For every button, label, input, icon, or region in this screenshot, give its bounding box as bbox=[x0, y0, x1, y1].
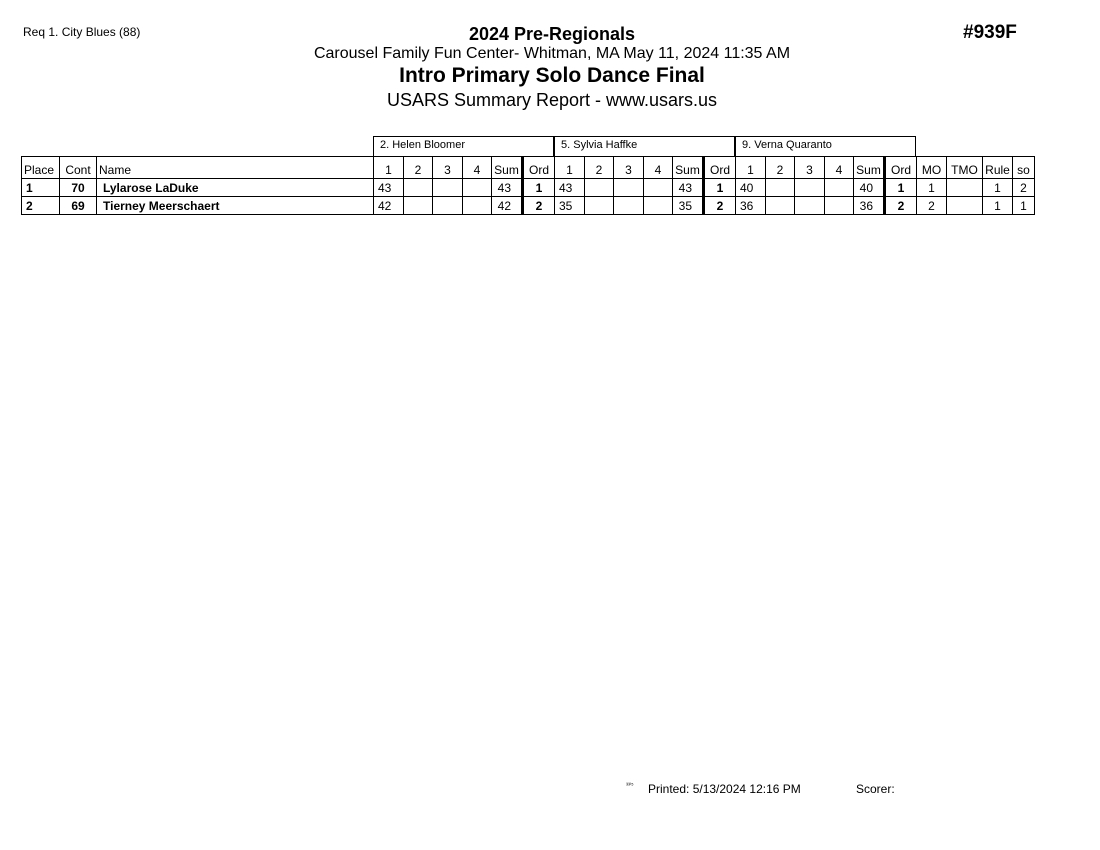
mark-cell bbox=[644, 179, 673, 197]
col-name: Name bbox=[97, 157, 374, 179]
sum-cell: 40 bbox=[854, 179, 885, 197]
tmo-cell bbox=[947, 197, 983, 215]
col-sum: Sum bbox=[492, 157, 523, 179]
col-mark: 2 bbox=[766, 157, 795, 179]
footer-mark: ³³ⁱ⁵ bbox=[626, 783, 634, 789]
col-cont: Cont bbox=[60, 157, 97, 179]
col-mark: 3 bbox=[433, 157, 463, 179]
col-place: Place bbox=[22, 157, 60, 179]
table-header-row bbox=[22, 157, 1035, 179]
col-ord: Ord bbox=[523, 157, 555, 179]
tmo-cell bbox=[947, 179, 983, 197]
mark-cell bbox=[585, 197, 614, 215]
mark-cell: 35 bbox=[555, 197, 585, 215]
col-mark: 3 bbox=[795, 157, 825, 179]
report-name: USARS Summary Report - www.usars.us bbox=[386, 90, 718, 110]
col-sum: Sum bbox=[673, 157, 704, 179]
name-cell: Lylarose LaDuke bbox=[97, 179, 374, 197]
mark-cell bbox=[463, 179, 492, 197]
sum-cell: 42 bbox=[492, 197, 523, 215]
rule-cell: 1 bbox=[983, 197, 1013, 215]
scorer-label: Scorer: bbox=[856, 782, 895, 796]
ord-cell: 1 bbox=[885, 179, 917, 197]
mark-cell bbox=[404, 179, 433, 197]
name-cell: Tierney Meerschaert bbox=[97, 197, 374, 215]
col-ord: Ord bbox=[885, 157, 917, 179]
ord-cell: 2 bbox=[885, 197, 917, 215]
mark-cell: 40 bbox=[736, 179, 766, 197]
mark-cell: 42 bbox=[374, 197, 404, 215]
so-cell: 1 bbox=[1013, 197, 1035, 215]
printed-timestamp: Printed: 5/13/2024 12:16 PM bbox=[648, 782, 801, 796]
col-mo: MO bbox=[917, 157, 947, 179]
col-mark: 4 bbox=[644, 157, 673, 179]
mark-cell: 36 bbox=[736, 197, 766, 215]
sum-cell: 43 bbox=[673, 179, 704, 197]
judge-header-1 bbox=[373, 136, 554, 156]
col-mark: 3 bbox=[614, 157, 644, 179]
mark-cell bbox=[404, 197, 433, 215]
sum-cell: 36 bbox=[854, 197, 885, 215]
mo-cell: 1 bbox=[917, 179, 947, 197]
so-cell: 2 bbox=[1013, 179, 1035, 197]
ord-cell: 2 bbox=[704, 197, 736, 215]
mark-cell bbox=[433, 197, 463, 215]
col-rule: Rule bbox=[983, 157, 1013, 179]
ord-cell: 1 bbox=[704, 179, 736, 197]
mark-cell bbox=[585, 179, 614, 197]
mark-cell bbox=[614, 197, 644, 215]
event-code: #939F bbox=[963, 22, 1017, 43]
col-sum: Sum bbox=[854, 157, 885, 179]
mark-cell bbox=[795, 197, 825, 215]
judge-header-2 bbox=[554, 136, 735, 156]
col-mark: 2 bbox=[585, 157, 614, 179]
event-name: Intro Primary Solo Dance Final bbox=[399, 64, 705, 87]
ord-cell: 2 bbox=[523, 197, 555, 215]
col-ord: Ord bbox=[704, 157, 736, 179]
mark-cell bbox=[766, 179, 795, 197]
mark-cell bbox=[644, 197, 673, 215]
col-mark: 4 bbox=[825, 157, 854, 179]
mark-cell bbox=[795, 179, 825, 197]
judge-name: 9. Verna Quaranto bbox=[742, 139, 832, 151]
sum-cell: 43 bbox=[492, 179, 523, 197]
mark-cell: 43 bbox=[555, 179, 585, 197]
mark-cell bbox=[614, 179, 644, 197]
venue-line: Carousel Family Fun Center- Whitman, MA May 11, 2024 11:35 AM bbox=[313, 45, 791, 62]
col-mark: 4 bbox=[463, 157, 492, 179]
judge-header-3 bbox=[735, 136, 916, 156]
col-tmo: TMO bbox=[947, 157, 983, 179]
mark-cell bbox=[825, 179, 854, 197]
mark-cell bbox=[463, 197, 492, 215]
table-row bbox=[22, 197, 1035, 215]
mark-cell bbox=[433, 179, 463, 197]
col-mark: 1 bbox=[555, 157, 585, 179]
mo-cell: 2 bbox=[917, 197, 947, 215]
ord-cell: 1 bbox=[523, 179, 555, 197]
col-mark: 2 bbox=[404, 157, 433, 179]
judge-name: 2. Helen Bloomer bbox=[380, 139, 465, 151]
judge-name: 5. Sylvia Haffke bbox=[561, 139, 638, 151]
cont-cell: 70 bbox=[60, 179, 97, 197]
mark-cell: 43 bbox=[374, 179, 404, 197]
col-mark: 1 bbox=[736, 157, 766, 179]
mark-cell bbox=[825, 197, 854, 215]
sum-cell: 35 bbox=[673, 197, 704, 215]
col-so: so bbox=[1013, 157, 1035, 179]
page-title: 2024 Pre-Regionals bbox=[468, 24, 636, 44]
col-mark: 1 bbox=[374, 157, 404, 179]
score-table bbox=[21, 156, 1035, 215]
requirement-line: Req 1. City Blues (88) bbox=[23, 25, 141, 39]
place-cell: 2 bbox=[22, 197, 60, 215]
table-row bbox=[22, 179, 1035, 197]
place-cell: 1 bbox=[22, 179, 60, 197]
rule-cell: 1 bbox=[983, 179, 1013, 197]
cont-cell: 69 bbox=[60, 197, 97, 215]
mark-cell bbox=[766, 197, 795, 215]
